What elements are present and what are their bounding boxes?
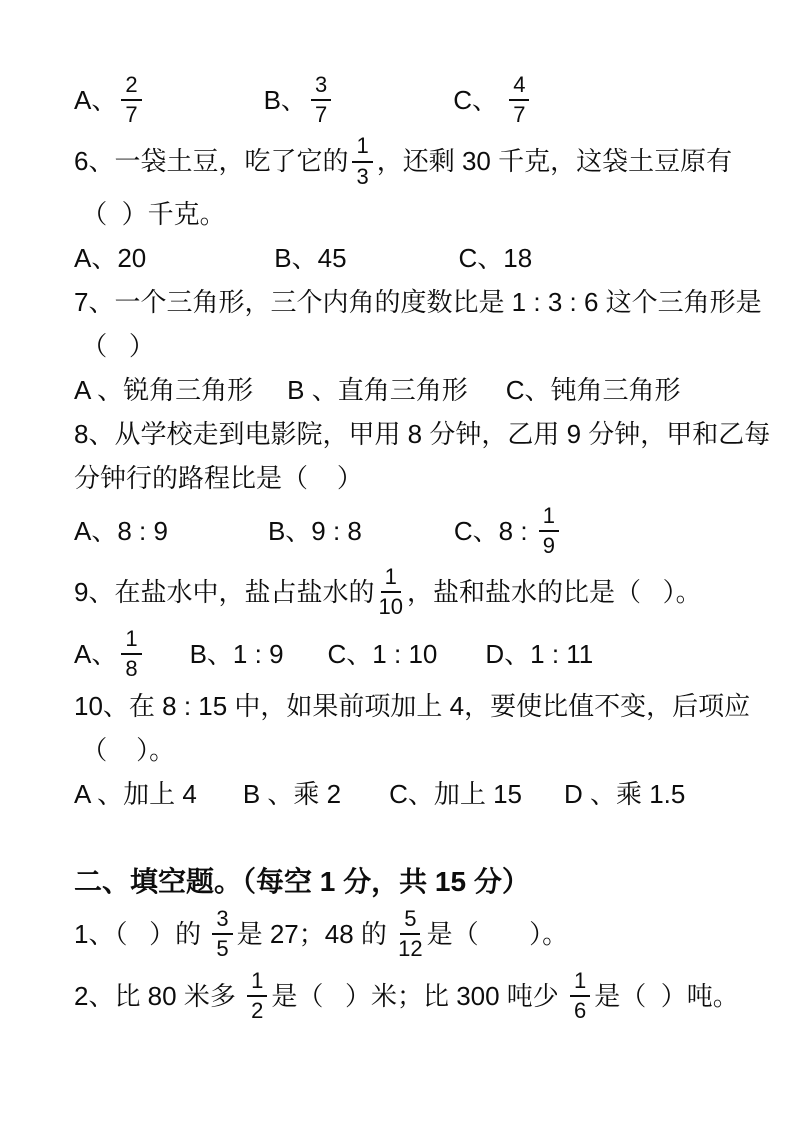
q10-stem-line1 [74, 685, 751, 728]
option-gap [284, 653, 328, 654]
text-run: B 、直角三角形 [287, 375, 468, 406]
text-run: 1、（ ）的 [74, 919, 209, 950]
option-gap [253, 390, 287, 391]
q8-stem-line2 [74, 457, 725, 500]
text-run: B、9 : 8 [267, 515, 362, 546]
q7-stem-line2 [74, 325, 725, 368]
section2-header [74, 860, 725, 903]
q6-options-row [74, 237, 725, 280]
fraction [539, 504, 559, 558]
text-run: C、 [453, 85, 506, 116]
fraction-numerator: 3 [212, 907, 232, 935]
fraction-numerator: 1 [121, 627, 141, 655]
fraction [121, 627, 141, 681]
fraction-denominator: 6 [574, 997, 587, 1023]
text-run: B、45 [274, 243, 347, 274]
q10-stem-line2 [74, 729, 725, 772]
fill1-stem [74, 904, 725, 964]
text-run: 6、一袋土豆，吃了它的 [74, 146, 349, 177]
text-run: A、20 [74, 243, 147, 274]
text-run: 是（ ）。 [426, 919, 569, 950]
text-run: 是 27；48 的 [236, 919, 395, 950]
q8-options-row [74, 501, 725, 561]
text-run: D 、乘 1.5 [564, 779, 686, 810]
fraction-denominator: 3 [356, 163, 369, 189]
fraction [378, 565, 402, 619]
q8-stem-line1 [74, 413, 771, 456]
text-run: 10、在 8 : 15 中，如果前项加上 4，要使比值不变，后项应 [74, 691, 751, 722]
fraction [570, 969, 590, 1023]
text-run: （ ）千克。 [74, 199, 226, 230]
text-run: C、18 [458, 243, 533, 274]
option-gap [468, 390, 506, 391]
fraction [509, 73, 529, 127]
q9-options-row [74, 624, 725, 684]
fraction-numerator: 1 [570, 969, 590, 997]
text-run: D、1 : 11 [485, 638, 594, 669]
fraction [247, 969, 267, 1023]
text-run: 2、比 80 米多 [74, 980, 244, 1011]
text-run: 8、从学校走到电影院，甲用 8 分钟，乙用 9 分钟，甲和乙每 [74, 419, 771, 450]
text-run: B、 [263, 85, 307, 116]
fraction-numerator: 1 [539, 504, 559, 532]
fraction-denominator: 9 [542, 532, 556, 558]
fraction-denominator: 5 [216, 936, 229, 962]
text-run: C、钝角三角形 [505, 375, 681, 406]
text-run: ，盐和盐水的比是（ ）。 [406, 577, 702, 608]
fraction-numerator: 2 [121, 73, 141, 101]
option-gap [347, 258, 459, 259]
text-run: B、1 : 9 [189, 638, 284, 669]
fraction [212, 907, 232, 961]
q10-options-row [74, 773, 725, 816]
text-run: （ ） [74, 331, 155, 362]
text-run: 是（ ）吨。 [594, 980, 739, 1011]
text-run: A 、锐角三角形 [74, 375, 254, 406]
option-gap [197, 794, 243, 795]
fill2-stem [74, 966, 739, 1026]
option-gap [168, 530, 268, 531]
fraction-numerator: 5 [400, 907, 420, 935]
option-gap [362, 530, 454, 531]
q7-stem-line1 [74, 281, 762, 324]
text-run: B 、乘 2 [242, 779, 342, 810]
text-run: ，还剩 30 千克，这袋土豆原有 [376, 146, 733, 177]
q9-stem [74, 562, 725, 622]
fraction-denominator: 12 [398, 936, 423, 962]
text-run: C、加上 15 [389, 779, 522, 810]
fraction [352, 134, 372, 188]
option-gap [335, 100, 453, 101]
fraction-numerator: 4 [509, 73, 529, 101]
text-run: 分钟行的路程比是（ ） [74, 463, 363, 494]
fraction-numerator: 3 [311, 73, 331, 101]
option-gap [146, 100, 264, 101]
fraction-numerator: 1 [247, 969, 267, 997]
text-run: A、 [74, 638, 118, 669]
option-gap [341, 794, 389, 795]
text-run: 7、一个三角形，三个内角的度数比是 1 : 3 : 6 这个三角形是 [74, 287, 762, 318]
fraction [311, 73, 331, 127]
text-run: A、8 : 9 [74, 515, 168, 546]
option-gap [522, 794, 564, 795]
q6-stem-line1 [74, 131, 733, 191]
option-gap [437, 653, 485, 654]
text-run: C、1 : 10 [327, 638, 438, 669]
fraction-numerator: 1 [381, 565, 401, 593]
text-run: 是（ ）米；比 300 吨少 [271, 980, 567, 1011]
fraction [121, 73, 141, 127]
text-run: A 、加上 4 [74, 779, 197, 810]
text-run: （ ）。 [74, 735, 176, 766]
q5-options-row [74, 70, 725, 130]
fraction-denominator: 7 [125, 102, 138, 128]
fraction-denominator: 2 [251, 997, 264, 1023]
fraction-numerator: 1 [352, 134, 372, 162]
text-run: A、 [74, 85, 118, 116]
fraction-denominator: 8 [125, 655, 138, 681]
q6-stem-line2 [74, 193, 725, 236]
fraction-denominator: 10 [378, 594, 403, 620]
text-run: C、8 : [453, 515, 535, 546]
option-gap [146, 258, 274, 259]
document-body [74, 70, 771, 1026]
fraction-denominator: 7 [513, 102, 526, 128]
text-run: 9、在盐水中，盐占盐水的 [74, 577, 375, 608]
q7-options-row [74, 369, 725, 412]
fraction-denominator: 7 [314, 102, 328, 128]
text-run: 二、填空题。（每空 1 分，共 15 分） [74, 865, 530, 897]
option-gap [146, 653, 190, 654]
fraction [398, 907, 422, 961]
